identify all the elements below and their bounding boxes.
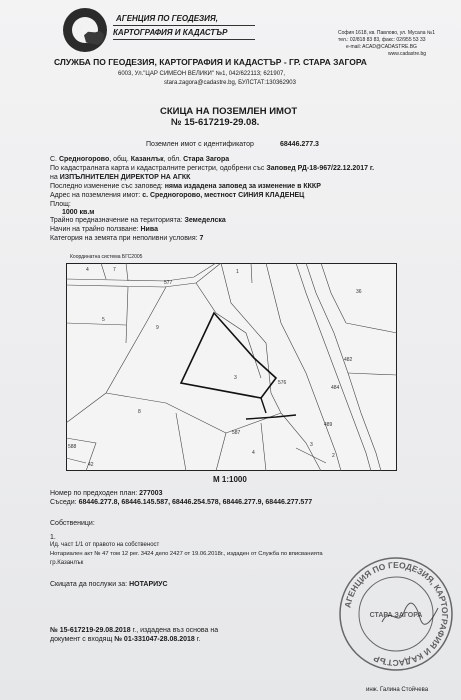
neighbors-line: Съседи: 68446.277.8, 68446.145.587, 68446.254.578, 68446.277.9, 68446.277.577 [50, 499, 313, 506]
parcel-label: 4 [252, 450, 255, 456]
office-title: СЛУЖБА ПО ГЕОДЕЗИЯ, КАРТОГРАФИЯ И КАДАСТЪР - ГР. СТАРА ЗАГОРА [54, 57, 367, 67]
agency-name-line1: АГЕНЦИЯ ПО ГЕОДЕЗИЯ, [116, 14, 218, 23]
owner-index: 1. [50, 534, 56, 541]
map-scale: М 1:1000 [213, 475, 247, 484]
use-line: Начин на трайно ползване: Нива [50, 226, 158, 233]
service-line: Скицата да послужи за: НОТАРИУС [50, 581, 168, 588]
parcel-label: 577 [164, 280, 173, 286]
office-address: 6003, Ул."ЦАР СИМЕОН ВЕЛИКИ" №1, 042/622113; 621907, [118, 71, 286, 77]
category-line: Категория на земята при неполивни условия: 7 [50, 235, 204, 242]
owner-share: Ид. част 1/1 от правото на собственост [50, 542, 160, 548]
area-line: Площ: [50, 201, 71, 208]
address-line: Адрес на поземления имот: с. Средногорово, местност СИНИЯ КЛАДЕНЕЦ [50, 192, 305, 199]
parcel-label: 5 [102, 317, 105, 323]
parcel-label: 3 [234, 375, 237, 381]
agency-logo-icon [63, 8, 107, 52]
parcel-label: 7 [113, 267, 116, 273]
identifier-label: Поземлен имот с идентификатор [146, 141, 254, 148]
location-line: С. Средногорово, общ. Казанлък, обл. Стара Загора [50, 156, 230, 163]
parcel-label: 587 [232, 430, 241, 436]
document-number: № 15-617219-29.08. [171, 117, 260, 128]
area-value: 1000 кв.м [62, 209, 95, 216]
parcel-label: 42 [88, 462, 94, 468]
stamp-center-text: СТАРА ЗАГОРА [369, 612, 423, 619]
signature-scribble [380, 600, 440, 630]
parcel-label: 8 [138, 409, 141, 415]
footer-line1: № 15-617219-29.08.2018 г., издадена въз основа на [50, 627, 219, 634]
register-issuer-line: на ИЗПЪЛНИТЕЛЕН ДИРЕКТОР НА АГКК [50, 174, 191, 181]
register-line: По кадастралната карта и кадастралните регистри, одобрени със Заповед РД-18-967/22.12.2017 г. [50, 165, 375, 172]
header-divider [113, 39, 255, 40]
last-change-line: Последно изменение със заповед: няма издадена заповед за изменение в КККР [50, 183, 321, 190]
purpose-line: Трайно предназначение на територията: Земеделска [50, 217, 226, 224]
contact-line: София 1618, кв. Павлово, ул. Мусала №1 [338, 30, 436, 36]
header-divider [113, 25, 255, 26]
parcel-label: 489 [324, 422, 333, 428]
office-email: stara.zagora@cadastre.bg, БУЛСТАТ:130362903 [164, 80, 296, 86]
coordinate-system-label: Координатна система БГС2005 [70, 254, 143, 260]
contact-line: тел.: 02/818 83 83, факс: 02/955 53 33 [338, 37, 426, 43]
identifier-value: 68446.277.3 [280, 141, 319, 148]
parcel-label: 588 [68, 444, 77, 450]
stamp-ring-text: АГЕНЦИЯ ПО ГЕОДЕЗИЯ, КАРТОГРАФИЯ И КАДАСТЪР [342, 559, 451, 669]
parcel-label: 482 [344, 357, 353, 363]
footer-line2: документ с входящ № 01-331047-28.08.2018 г. [50, 636, 201, 643]
cadastral-map [66, 263, 397, 471]
prev-plan-line: Номер по предходен план: 277003 [50, 490, 163, 497]
contact-website: www.cadastre.bg [388, 51, 427, 57]
parcel-label: 3 [310, 442, 313, 448]
document-title: СКИЦА НА ПОЗЕМЛЕН ИМОТ [160, 106, 298, 117]
parcel-label: 2 [332, 453, 335, 459]
signatory-name: инж. Галина Стойчева [366, 687, 429, 693]
parcel-label: 484 [331, 385, 340, 391]
parcel-label: 9 [156, 325, 159, 331]
contact-email: e-mail: ACAD@CADASTRE.BG [346, 44, 417, 50]
parcel-label: 1 [236, 269, 239, 275]
parcel-label: 4 [86, 267, 89, 273]
agency-name-line2: КАРТОГРАФИЯ И КАДАСТЪР [113, 28, 228, 37]
parcel-label: 36 [356, 289, 362, 295]
parcel-label: 576 [278, 380, 287, 386]
owner-deed: Нотариален акт № 47 том 12 рег. 3424 дело 2427 от 19.06.2018г., издаден от Служба по вписванията [50, 551, 323, 557]
owner-city: гр.Казанлък [50, 560, 84, 566]
owners-label: Собственици: [50, 520, 95, 527]
